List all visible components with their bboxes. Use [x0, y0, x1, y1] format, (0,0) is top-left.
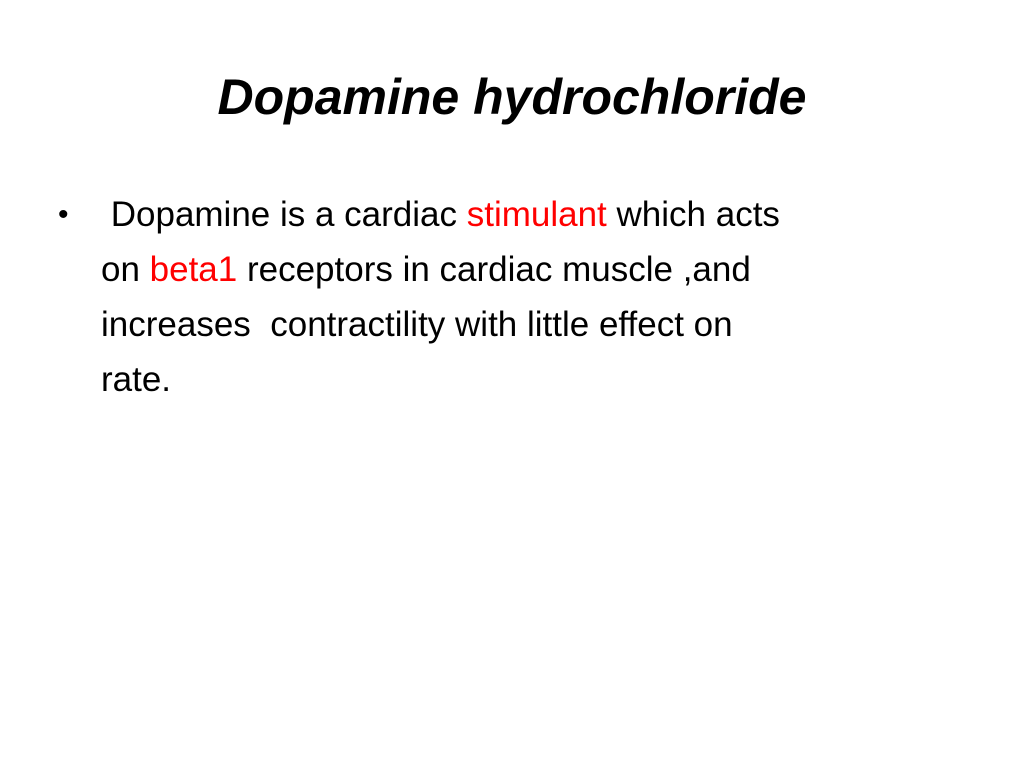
- bullet-list: [58, 187, 938, 407]
- bullet-text-segment: receptors in cardiac muscle ,and increases contractility with little effect on rate.: [101, 250, 751, 399]
- bullet-text-segment: which acts on: [101, 195, 780, 289]
- highlighted-term-stimulant: stimulant: [466, 195, 607, 234]
- highlighted-term-beta1: beta1: [149, 250, 238, 289]
- slide-title: Dopamine hydrochloride: [217, 69, 807, 125]
- bullet-text: [101, 195, 780, 399]
- bullet-marker: •: [58, 198, 69, 231]
- bullet-item: [58, 187, 938, 407]
- bullet-text-segment: Dopamine is a cardiac: [101, 195, 467, 234]
